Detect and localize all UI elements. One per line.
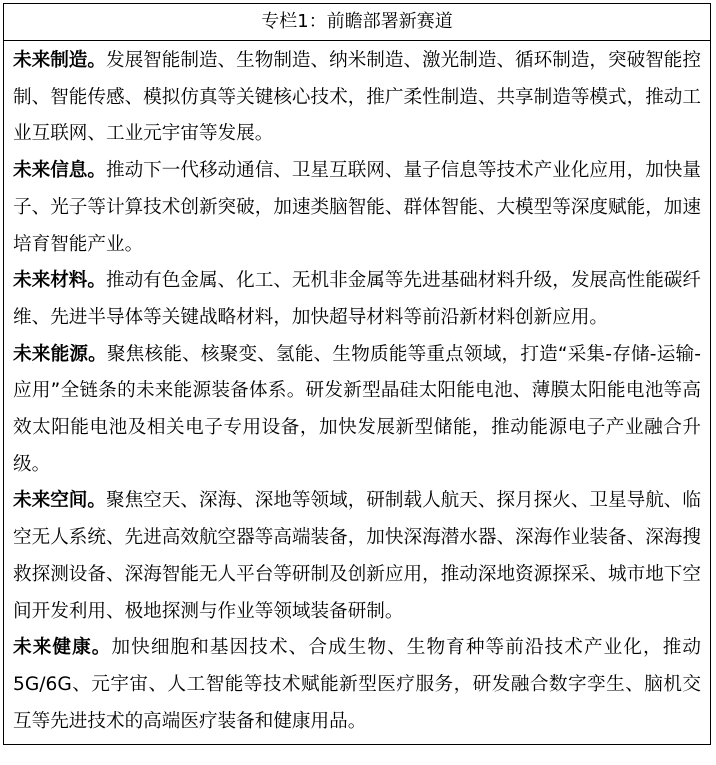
section-text: 推动有色金属、化工、无机非金属等先进基础材料升级，发展高性能碳纤维、先进半导体等关键战略材料，加快超导材料等前沿新材料创新应用。 [13,270,701,328]
section-future-materials [13,263,701,336]
section-heading: 未来空间。 [13,490,106,512]
section-text: 推动下一代移动通信、卫星互联网、量子信息等技术产业化应用，加快量子、光子等计算技术创新突破，加速类脑智能、群体智能、大模型等深度赋能，加速培育智能产业。 [13,160,701,255]
section-heading: 未来材料。 [13,270,106,292]
section-future-energy [13,337,701,484]
section-future-information [13,153,701,263]
section-heading: 未来能源。 [13,343,107,365]
box-title: 专栏1：前瞻部署新赛道 [4,4,710,41]
section-future-manufacturing [13,43,701,153]
section-text: 加快细胞和基因技术、合成生物、生物育种等前沿技术产业化，推动5G/6G、元宇宙、人工智能等技术赋能新型医疗服务，研发融合数字孪生、脑机交互等先进技术的高端医疗装备和健康用品。 [13,637,701,732]
box-content [4,41,710,744]
section-text: 聚焦空天、深海、深地等领域，研制载人航天、探月探火、卫星导航、临空无人系统、先进高效航空器等高端装备，加快深海潜水器、深海作业装备、深海搜救探测设备、深海智能无人平台等研制及创新应用，推动深地资源探采、城市地下空间开发利用、极地探测与作业等领域装备研制。 [13,490,701,622]
section-future-health [13,630,701,740]
section-heading: 未来健康。 [13,637,112,659]
sidebar-box [3,3,711,745]
section-text: 聚焦核能、核聚变、氢能、生物质能等重点领域，打造“采集-存储-运输-应用”全链条的未来能源装备体系。研发新型晶硅太阳能电池、薄膜太阳能电池等高效太阳能电池及相关电子专用设备，加快发展新型储能，推动能源电子产业融合升级。 [13,343,701,475]
section-heading: 未来信息。 [13,160,106,182]
section-text: 发展智能制造、生物制造、纳米制造、激光制造、循环制造，突破智能控制、智能传感、模拟仿真等关键核心技术，推广柔性制造、共享制造等模式，推动工业互联网、工业元宇宙等发展。 [13,50,701,145]
section-future-space [13,483,701,630]
section-heading: 未来制造。 [13,50,106,71]
